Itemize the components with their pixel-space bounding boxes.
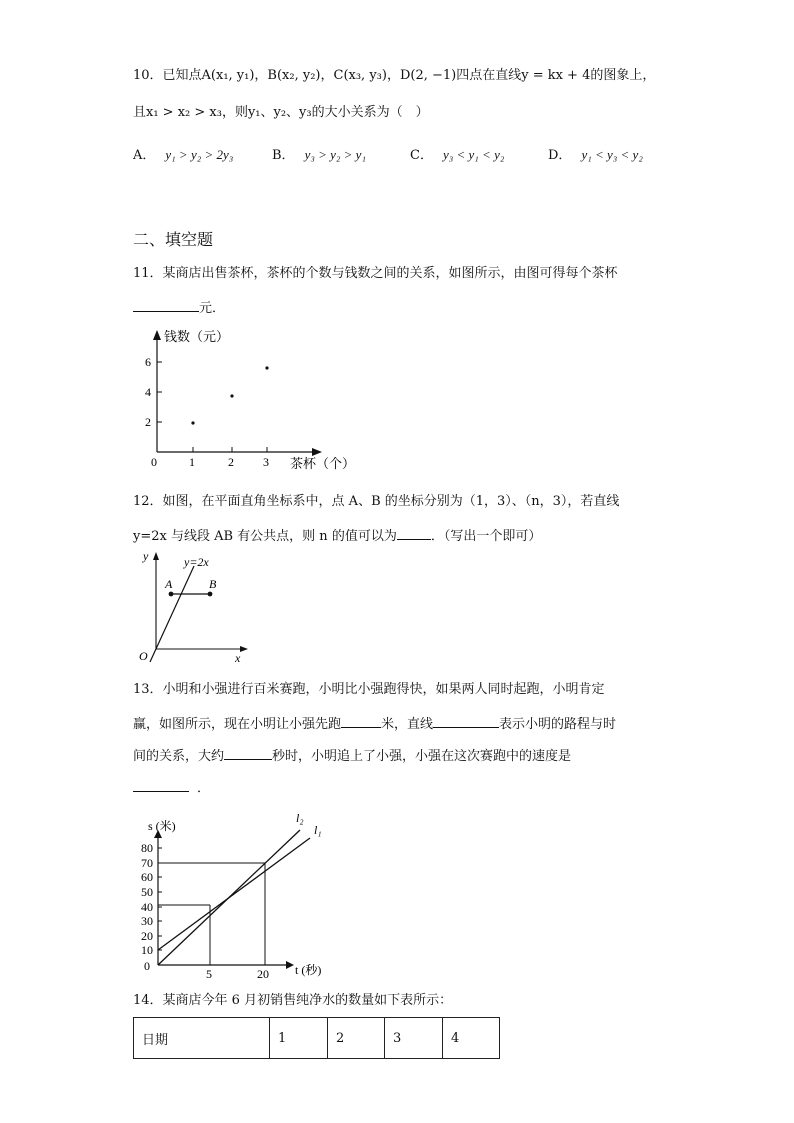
q10-line1: 10．已知点A(x₁, y₁)，B(x₂, y₂)，C(x₃, y₃)，D(2, −1)四点在直线y = kx + 4的图象上， <box>133 68 656 83</box>
y-axis-arrow <box>153 330 161 340</box>
q12-prefix: y=2x 与线段 AB 有公共点，则 n 的值可以为 <box>133 529 397 544</box>
table-cell: 4 <box>443 1018 500 1059</box>
q11-line2 <box>133 298 225 317</box>
y-tick-label: 2 <box>145 415 151 429</box>
q10-option-d <box>548 147 643 164</box>
q12-line1: 12．如图，在平面直角坐标系中，点 A、B 的坐标分别为（1，3）、（n，3），若直线 <box>133 494 620 509</box>
line-label: y=2x <box>184 555 209 569</box>
line-l2-label: l₂ <box>296 811 304 825</box>
q12-graph <box>134 546 254 668</box>
q13-line3-a: 间的关系，大约 <box>133 749 225 764</box>
origin-label: 0 <box>144 959 150 973</box>
table-row <box>134 1018 500 1059</box>
data-point <box>191 421 194 424</box>
point-a-label: A <box>165 577 173 591</box>
answer-blank[interactable] <box>133 778 189 792</box>
y-tick-label: 60 <box>141 870 153 884</box>
y-axis-label: s (米) <box>148 819 176 833</box>
line-l1-label: l₁ <box>314 823 322 837</box>
q14-table <box>133 1017 500 1059</box>
x-axis-label: 茶杯（个） <box>290 456 356 471</box>
q10-line2: 且x₁ > x₂ > x₃，则y₁、y₂、y₃的大小关系为（ ） <box>133 105 429 120</box>
option-text: y₁ < y₃ < y₂ <box>581 147 643 162</box>
y-tick-label: 6 <box>145 355 151 369</box>
x-tick-label: 2 <box>228 455 234 469</box>
y-tick-label: 10 <box>141 943 153 957</box>
q13-line3-b: 秒时，小明追上了小强，小强在这次赛跑中的速度是 <box>272 749 572 764</box>
option-label: B． <box>272 148 295 163</box>
y-tick-label: 4 <box>145 385 151 399</box>
point-b <box>208 592 213 597</box>
x-axis-arrow <box>286 961 294 969</box>
q12-suffix: ．（写出一个即可） <box>430 529 542 544</box>
answer-blank[interactable] <box>397 526 431 540</box>
data-point <box>230 394 233 397</box>
q10-option-c <box>410 147 504 164</box>
table-cell: 1 <box>270 1018 328 1059</box>
q13-line2-a: 赢，如图所示，现在小明让小强先跑 <box>133 717 342 732</box>
y-tick-label: 40 <box>141 900 153 914</box>
q13-line1: 13．小明和小强进行百米赛跑，小明比小强跑得快，如果两人同时起跑，小明肯定 <box>133 682 605 697</box>
y-tick-label: 80 <box>141 841 153 855</box>
q14-line1: 14．某商店今年 6 月初销售纯净水的数量如下表所示： <box>133 993 453 1008</box>
x-axis-arrow <box>312 448 322 456</box>
y-axis-arrow <box>153 552 159 560</box>
point-a <box>169 592 174 597</box>
q11-graph <box>140 325 360 475</box>
y-axis-label: 钱数（元） <box>164 329 230 344</box>
q13-line2 <box>133 714 616 733</box>
origin-label: 0 <box>151 455 157 469</box>
q13-line2-b: 米，直线 <box>381 717 434 732</box>
section-title: 二、填空题 <box>133 230 214 249</box>
q13-line2-c: 表示小明的路程与时 <box>499 717 617 732</box>
q11-line1: 11．某商店出售茶杯，茶杯的个数与钱数之间的关系，如图所示，由图可得每个茶杯 <box>133 266 618 281</box>
line-l1 <box>158 838 310 950</box>
option-text: y₁ > y₂ > 2y₃ <box>165 147 234 162</box>
x-axis-arrow <box>240 646 248 652</box>
x-tick-label: 20 <box>257 967 269 981</box>
option-label: D． <box>548 148 572 163</box>
answer-blank[interactable] <box>133 298 199 312</box>
x-tick-label: 3 <box>263 455 269 469</box>
data-point <box>265 366 268 369</box>
origin-label: O <box>139 649 148 663</box>
y-tick-label: 50 <box>141 885 153 899</box>
table-cell: 3 <box>385 1018 443 1059</box>
q13-line4 <box>133 778 210 797</box>
q13-suffix: ． <box>197 781 211 796</box>
table-cell: 日期 <box>134 1018 270 1059</box>
x-tick-label: 1 <box>189 455 195 469</box>
y-tick-label: 30 <box>141 914 153 928</box>
option-label: A． <box>133 148 156 163</box>
q10-option-a <box>133 147 233 164</box>
answer-blank[interactable] <box>224 746 272 760</box>
q10-option-b <box>272 147 366 164</box>
answer-blank[interactable] <box>433 714 499 728</box>
point-b-label: B <box>209 577 217 591</box>
option-label: C． <box>410 148 433 163</box>
x-tick-label: 5 <box>206 967 212 981</box>
table-cell: 2 <box>328 1018 385 1059</box>
q11-suffix: 元． <box>199 301 226 316</box>
option-text: y₃ > y₂ > y₁ <box>304 147 366 162</box>
y-tick-label: 20 <box>141 929 153 943</box>
y-tick-label: 70 <box>141 856 153 870</box>
answer-blank[interactable] <box>341 714 381 728</box>
option-text: y₃ < y₁ < y₂ <box>442 147 505 162</box>
x-axis-label: t (秒) <box>295 963 322 977</box>
q13-line3 <box>133 746 571 765</box>
q13-graph <box>138 808 338 984</box>
y-axis-label: y <box>143 549 149 563</box>
q12-line2 <box>133 526 541 545</box>
x-axis-label: x <box>235 651 241 665</box>
